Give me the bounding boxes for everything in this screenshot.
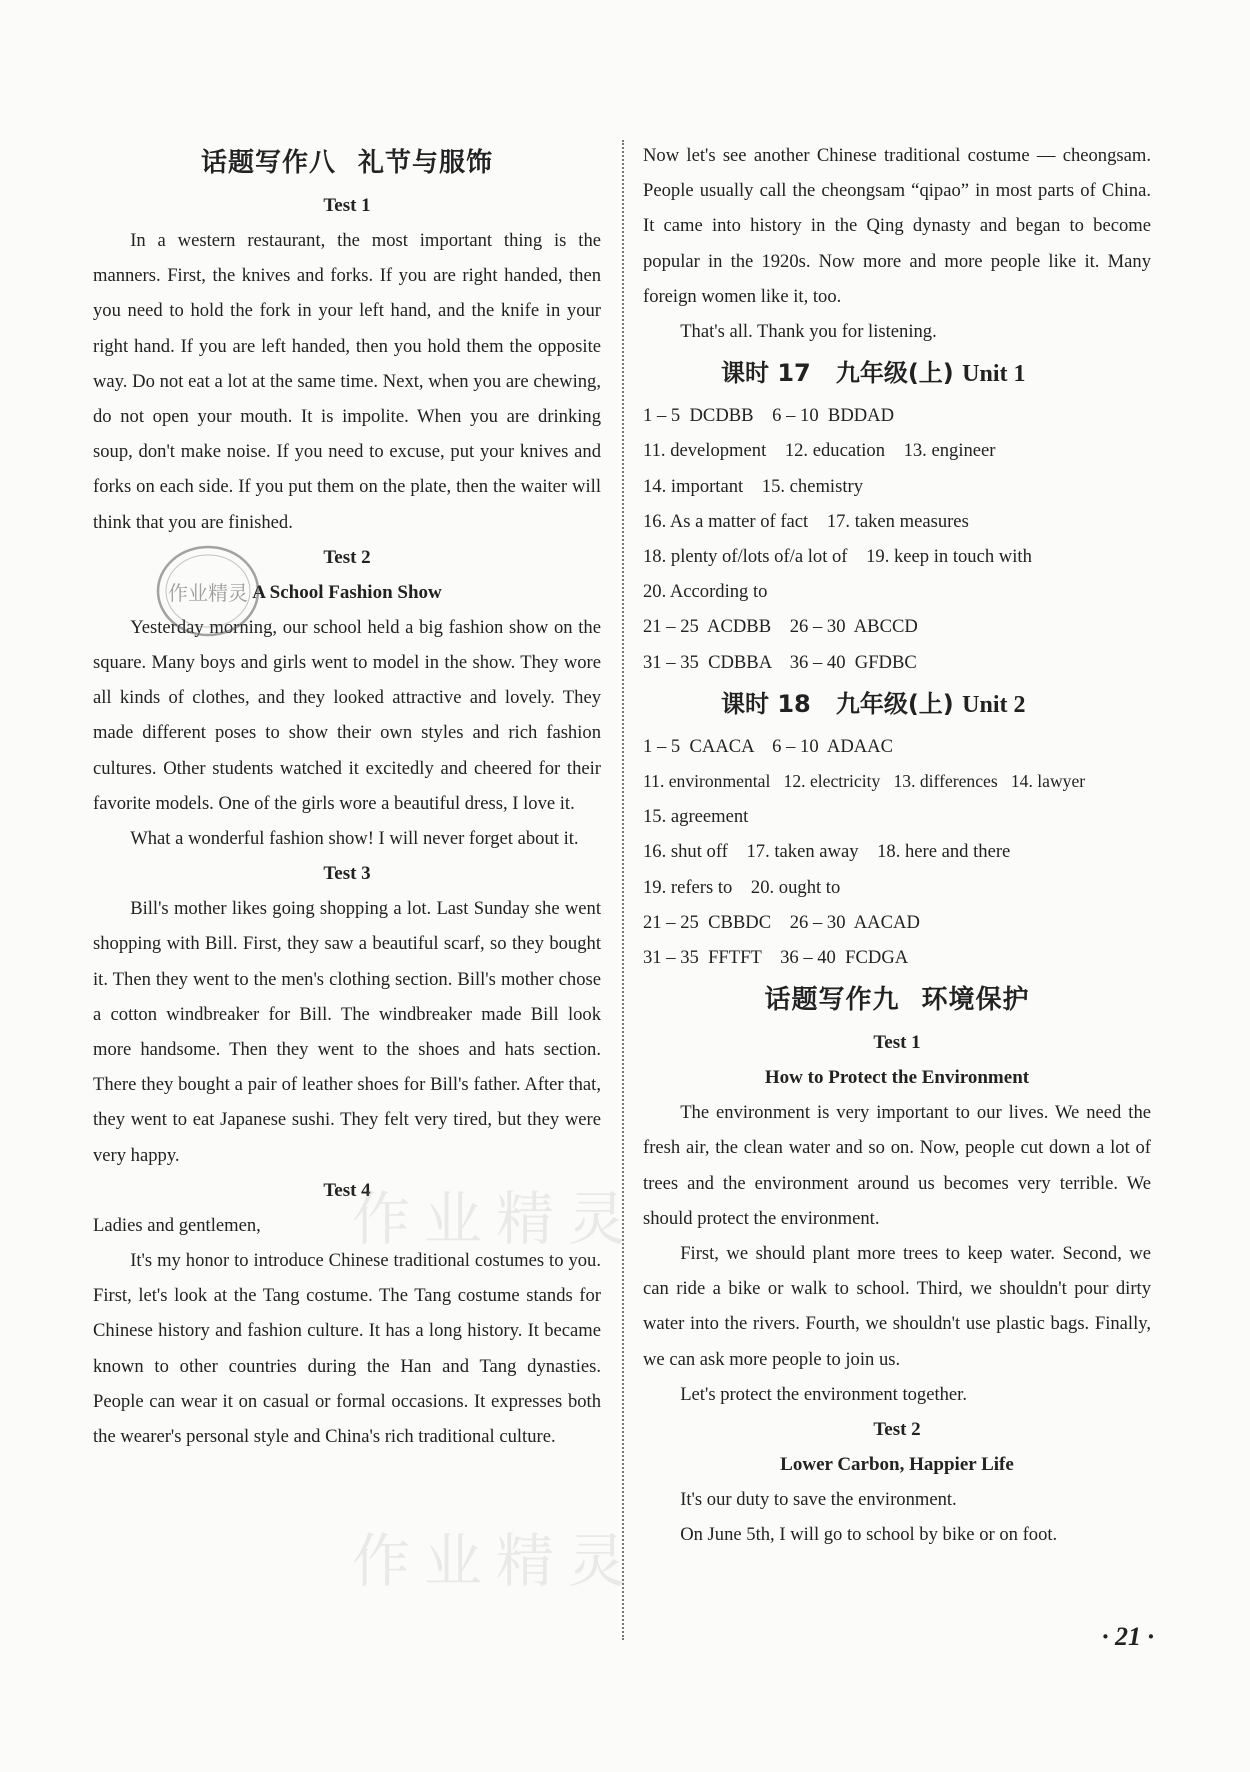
seal-stamp-icon: [152, 538, 264, 644]
answer-line: 1 – 5 CAACA 6 – 10 ADAAC: [643, 735, 894, 757]
test1-label: Test 1: [873, 1032, 921, 1054]
answer-line: 21 – 25 ACDBB 26 – 30 ABCCD: [643, 616, 918, 638]
test4-continuation-2: That's all. Thank you for listening.: [680, 321, 937, 343]
test4-continuation-1: Now let's see another Chinese traditional costume — cheongsam. People usually call the cheongsam “qipao” in most parts of China. It came into history in the Qing dynasty and began to become popular in the 1920s. Now more and more people like it. Many foreign women like it, too.: [643, 145, 1151, 307]
lesson18-unit: Unit 2: [962, 691, 1026, 718]
answer-line: 11. development 12. education 13. engineer: [643, 440, 996, 462]
test1-label: Test 1: [323, 195, 371, 216]
test2-paragraph-1: Yesterday morning, our school held a big fashion show on the square. Many boys and girls went to model in the show. They wore all kinds of clothes, and they looked attractive and lovely. They made different poses to show their own styles and rich fashion cultures. Other students watched it excitedly and cheered for their favorite models. One of the girls wore a beautiful dress, I love it.: [93, 616, 601, 814]
lesson17-prefix: 课时 17: [721, 359, 811, 388]
test2-paragraph-2: What a wonderful fashion show! I will never forget about it.: [130, 828, 579, 850]
answer-line: 1 – 5 DCDBB 6 – 10 BDDAD: [643, 405, 895, 427]
env-paragraph-3: Let's protect the environment together.: [680, 1383, 968, 1405]
topic-number: 话题写作八: [200, 148, 336, 178]
test3-label: Test 3: [323, 863, 371, 885]
env-paragraph-1: The environment is very important to our lives. We need the fresh air, the clean water and so on. Now, people cut down a lot of trees and the environment around us becomes very terrible. We should protect the environment.: [643, 1102, 1151, 1229]
lesson18-prefix: 课时 18: [721, 689, 811, 718]
topic-heading-9: [643, 975, 1151, 1025]
answer-line: 31 – 35 CDBBA 36 – 40 GFDBC: [643, 651, 917, 673]
page-number: · 21 ·: [1102, 1622, 1154, 1651]
topic-theme: 环境保护: [921, 985, 1030, 1016]
test2-label: Test 2: [873, 1419, 921, 1441]
answer-line: 21 – 25 CBBDC 26 – 30 AACAD: [643, 911, 920, 933]
test2-title: A School Fashion Show: [252, 581, 442, 603]
topic-theme: 礼节与服饰: [358, 148, 494, 178]
watermark-text: 作业精灵: [352, 1527, 641, 1595]
right-column: [643, 138, 1151, 1553]
env-paragraph-2: First, we should plant more trees to keep water. Second, we can ride a bike or walk to school. Third, we shouldn't pour dirty water into the rivers. Fourth, we shouldn't use plastic bags. Finally, we can ask more people to join us.: [643, 1243, 1151, 1370]
test3-paragraph: Bill's mother likes going shopping a lot. Last Sunday she went shopping with Bill. First, they saw a beautiful scarf, so they bought it. Then they went to the men's clothing section. Bill's mother chose a cotton windbreaker for Bill. The windbreaker made Bill look more handsome. Then they went to the shoes and hats section. There they bought a pair of leather shoes for Bill's father. After that, they went to eat Japanese sushi. They felt very tired, but they were very happy.: [93, 898, 601, 1166]
carbon-paragraph-1: It's our duty to save the environment.: [680, 1489, 957, 1511]
answer-line: 15. agreement: [643, 806, 749, 828]
left-column: [93, 138, 601, 1454]
carbon-paragraph-2: On June 5th, I will go to school by bike or on foot.: [680, 1524, 1058, 1546]
seal-stamp-text: 作业精灵: [168, 581, 248, 605]
test4-label: Test 4: [323, 1179, 371, 1201]
topic-heading-8: [93, 138, 601, 188]
lesson17-grade: 九年级(上): [835, 359, 954, 388]
lesson17-unit: Unit 1: [962, 361, 1026, 388]
test2-title: Lower Carbon, Happier Life: [780, 1454, 1014, 1476]
test2-label: Test 2: [323, 546, 371, 568]
lesson17-answers: [643, 398, 1151, 680]
answer-line: 11. environmental 12. electricity 13. differences 14. lawyer: [643, 771, 1086, 792]
answer-line: 20. According to: [643, 581, 768, 603]
answer-line: 14. important 15. chemistry: [643, 475, 863, 497]
answer-line: 31 – 35 FFTFT 36 – 40 FCDGA: [643, 947, 909, 969]
lesson18-heading: [721, 680, 1151, 729]
answer-line: 18. plenty of/lots of/a lot of 19. keep in touch with: [643, 546, 1032, 568]
answer-line: 19. refers to 20. ought to: [643, 876, 841, 898]
column-divider: [622, 140, 624, 1640]
answer-line: 16. As a matter of fact 17. taken measures: [643, 510, 969, 532]
test4-greeting: Ladies and gentlemen,: [93, 1214, 261, 1236]
lesson17-heading: [721, 349, 1151, 398]
topic-number: 话题写作九: [764, 985, 900, 1016]
test1-title: How to Protect the Environment: [764, 1067, 1030, 1089]
lesson18-answers: [643, 729, 1151, 975]
lesson18-grade: 九年级(上): [835, 689, 954, 718]
watermark-text: 作业精灵: [352, 1185, 641, 1253]
test1-paragraph: In a western restaurant, the most important thing is the manners. First, the knives and forks. If you are right handed, then you need to hold the fork in your left hand, and the knife in your right hand. If you are left handed, then you hold them the opposite way. Do not eat a lot at the same time. Next, when you are chewing, do not open your mouth. It is impolite. When you are drinking soup, don't make noise. If you need to excuse, put your knives and forks on each side. If you put them on the plate, then the waiter will think that you are finished.: [93, 230, 601, 533]
test4-paragraph: It's my honor to introduce Chinese traditional costumes to you. First, let's look at the Tang costume. The Tang costume stands for Chinese history and fashion culture. It has a long history. It became known to other countries during the Han and Tang dynasties. People can wear it on casual or formal occasions. It expresses both the wearer's personal style and China's rich traditional culture.: [93, 1250, 601, 1448]
answer-line: 16. shut off 17. taken away 18. here and there: [643, 841, 1011, 863]
